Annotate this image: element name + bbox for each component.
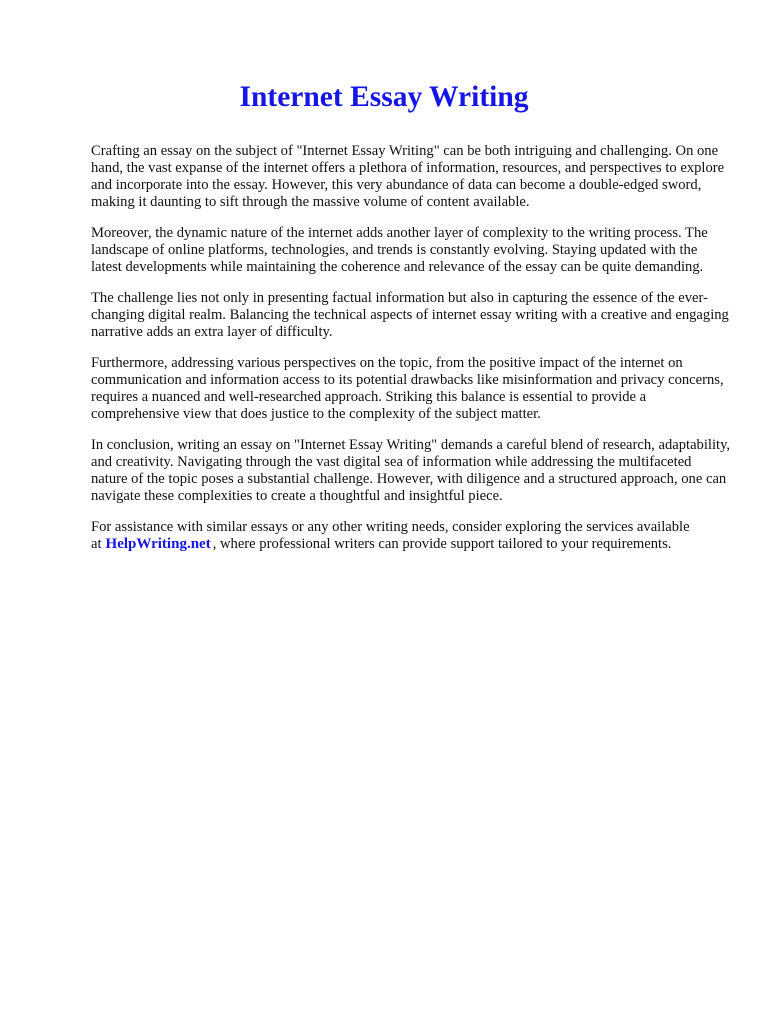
closing-paragraph bbox=[91, 519, 731, 553]
document-title: Internet Essay Writing bbox=[239, 81, 529, 113]
paragraph-4: Furthermore, addressing various perspectives on the topic, from the positive impact of the internet on communication and information access to its potential drawbacks like misinformation and privacy concerns, requires a nuanced and well-researched approach. Striking this balance is essential to provide a comprehensive view that does justice to the complexity of the subject matter. bbox=[91, 355, 724, 422]
paragraph-1: Crafting an essay on the subject of "Internet Essay Writing" can be both intriguing and challenging. On one hand, the vast expanse of the internet offers a plethora of information, resources, and perspectives to explore and incorporate into the essay. However, this very abundance of data can become a double-edged sword, making it daunting to sift through the massive volume of content available. bbox=[91, 143, 725, 210]
closing-text-after-link: , where professional writers can provide support tailored to your requirements. bbox=[212, 536, 672, 552]
helpwriting-link[interactable]: HelpWriting.net bbox=[105, 536, 211, 552]
closing-text-before-link: For assistance with similar essays or any other writing needs, consider exploring the services available at bbox=[91, 519, 690, 552]
paragraph-5: In conclusion, writing an essay on "Internet Essay Writing" demands a careful blend of research, adaptability, and creativity. Navigating through the vast digital sea of information while addressing the multifaceted nature of the topic poses a substantial challenge. However, with diligence and a structured approach, one can navigate these complexities to create a thoughtful and insightful piece. bbox=[91, 437, 731, 504]
paragraph-2: Moreover, the dynamic nature of the internet adds another layer of complexity to the writing process. The landscape of online platforms, technologies, and trends is constantly evolving. Staying updated with the latest developments while maintaining the coherence and relevance of the essay can be quite demanding. bbox=[91, 225, 708, 275]
paragraph-3: The challenge lies not only in presenting factual information but also in capturing the essence of the ever-changing digital realm. Balancing the technical aspects of internet essay writing with a creative and engaging narrative adds an extra layer of difficulty. bbox=[91, 290, 729, 340]
